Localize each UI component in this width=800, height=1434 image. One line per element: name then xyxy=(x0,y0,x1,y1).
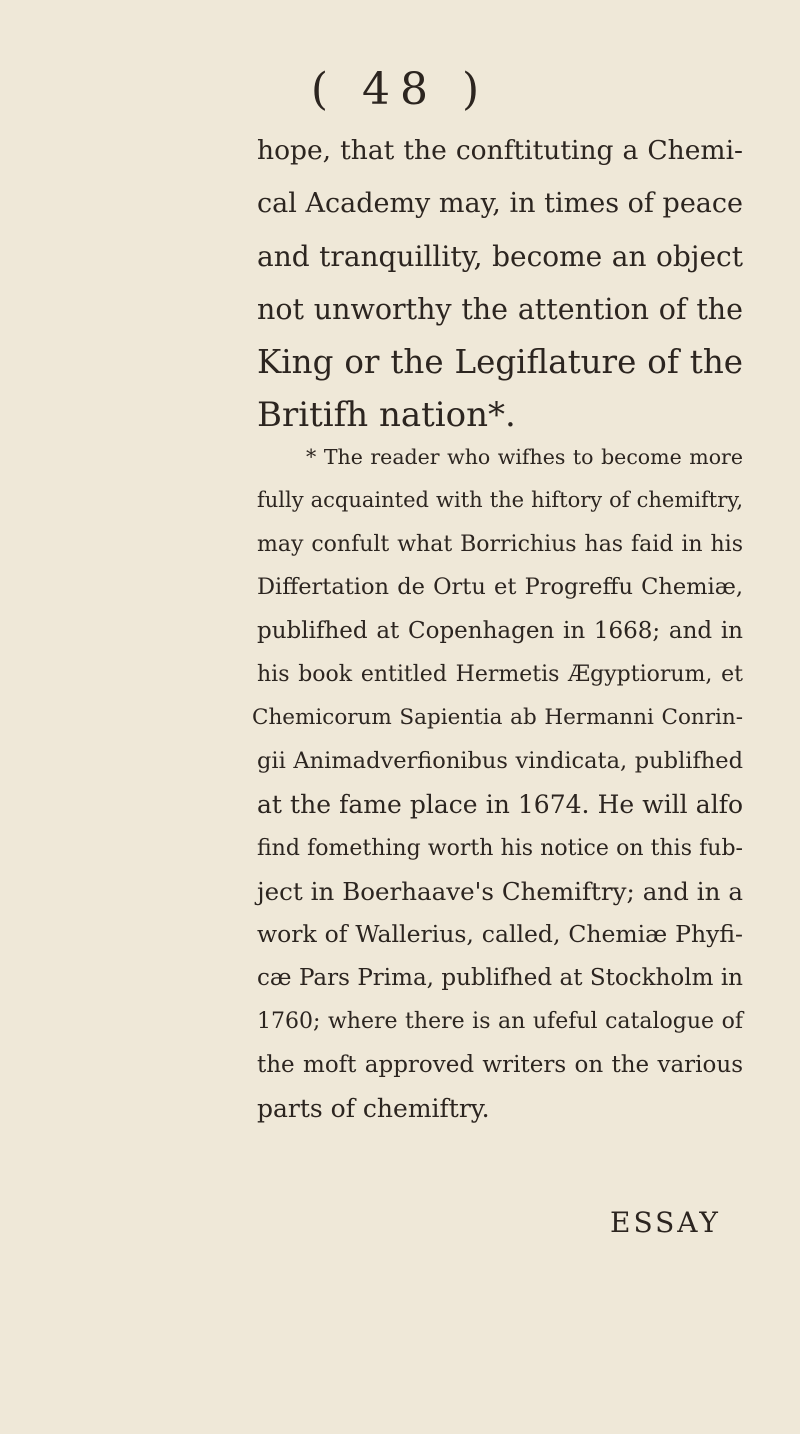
catchword: ESSAY xyxy=(610,1206,721,1239)
footnote-line: parts of chemiftry. xyxy=(257,1094,490,1124)
footnote-line: publifhed at Copenhagen in 1668; and in xyxy=(257,617,743,644)
footnote-line: 1760; where there is an ufeful catalogue of xyxy=(257,1009,743,1035)
main-text xyxy=(257,124,743,442)
footnote-line: at the fame place in 1674. He will alfo xyxy=(257,790,743,820)
footnote-line: the moft approved writers on the various xyxy=(257,1051,743,1078)
footnote-line: gii Animadverfionibus vindicata, publifhed xyxy=(257,747,743,774)
footnote-line: find fomething worth his notice on this fub- xyxy=(257,835,743,861)
footnote-line: work of Wallerius, called, Chemiæ Phyfi- xyxy=(257,920,743,949)
main-text-line: Britifh nation*. xyxy=(257,395,516,435)
main-text-line: cal Academy may, in times of peace xyxy=(257,188,743,219)
main-text-line: hope, that the conftituting a Chemi- xyxy=(257,135,743,166)
footnote-line: * The reader who wifhes to become more xyxy=(306,445,743,469)
footnote-line: cæ Pars Prima, publifhed at Stockholm in xyxy=(257,964,743,991)
footnote-line: ject in Boerhaave's Chemiftry; and in a xyxy=(257,877,743,907)
footnote-line: fully acquainted with the hiftory of chemiftry, xyxy=(257,488,743,513)
page-number: ( 48 ) xyxy=(310,64,490,115)
footnote-line: Differtation de Ortu et Progreffu Chemiæ, xyxy=(257,574,743,601)
main-text-line: not unworthy the attention of the xyxy=(257,293,743,326)
footnote-line: his book entitled Hermetis Ægyptiorum, et xyxy=(257,662,743,688)
main-text-line: and tranquillity, become an object xyxy=(257,240,743,273)
footnote-line: Chemicorum Sapientia ab Hermanni Conrin- xyxy=(252,705,743,731)
footnote-line: may confult what Borrichius has faid in his xyxy=(257,531,743,557)
footnote xyxy=(252,436,743,1131)
main-text-line: King or the Legiflature of the xyxy=(257,343,743,381)
